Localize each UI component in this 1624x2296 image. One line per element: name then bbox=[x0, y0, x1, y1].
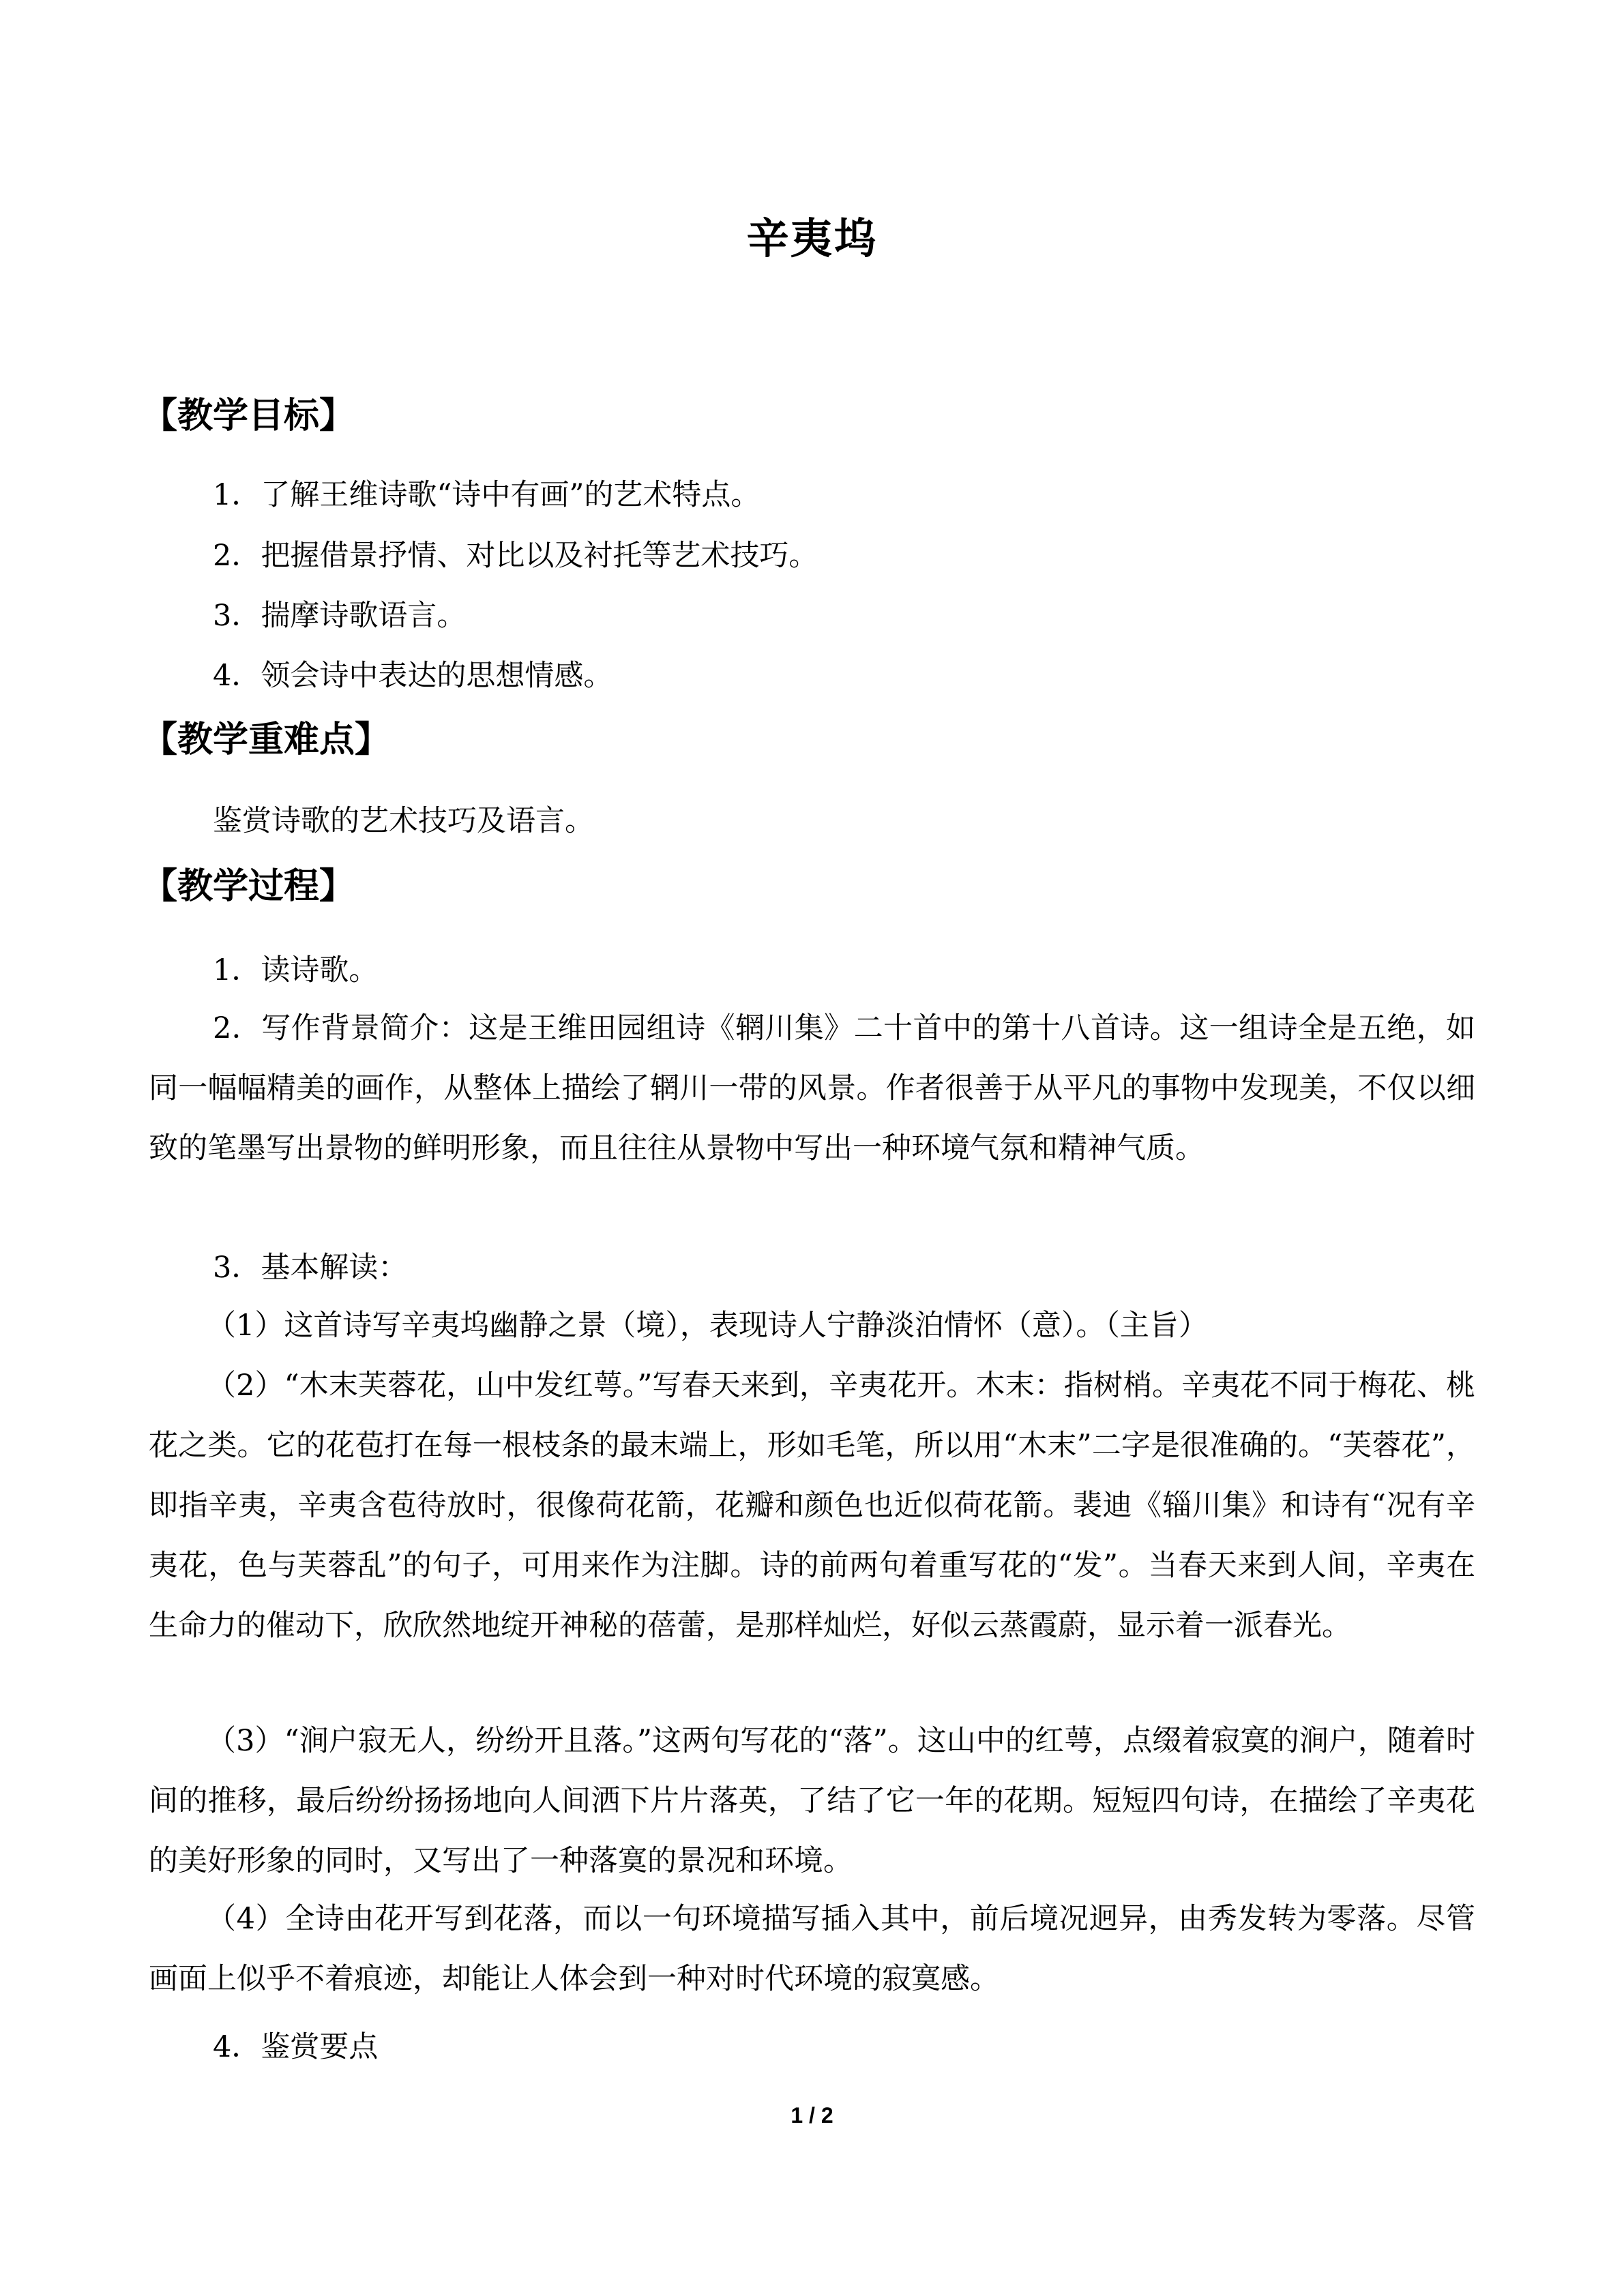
process-item-2-paragraph: 2．写作背景简介：这是王维田园组诗《辋川集》二十首中的第十八首诗。这一组诗全是五绝，如同一幅幅精美的画作，从整体上描绘了辋川一带的风景。作者很善于从平凡的事物中发现美，不仅以细致的笔墨写出景物的鲜明形象，而且往往从景物中写出一种环境气氛和精神气质。 bbox=[149, 1011, 1475, 1165]
process-sub-1: （1）这首诗写辛夷坞幽静之景（境），表现诗人宁静淡泊情怀（意）。（主旨） bbox=[207, 1309, 1208, 1343]
section-heading-objectives: 【教学目标】 bbox=[142, 396, 355, 436]
objective-item-1: 1．了解王维诗歌“诗中有画”的艺术特点。 bbox=[213, 478, 761, 512]
key-points-text: 鉴赏诗歌的艺术技巧及语言。 bbox=[213, 804, 594, 838]
process-sub-4-paragraph: （4）全诗由花开写到花落，而以一句环境描写插入其中，前后境况迥异，由秀发转为零落。尽管画面上似乎不着痕迹，却能让人体会到一种对时代环境的寂寞感。 bbox=[149, 1902, 1475, 1996]
process-sub-2-paragraph: （2）“木末芙蓉花，山中发红萼。”写春天来到，辛夷花开。木末：指树梢。辛夷花不同于梅花、桃花之类。它的花苞打在每一根枝条的最末端上，形如毛笔，所以用“木末”二字是很准确的。“芙蓉花”，即指辛夷，辛夷含苞待放时，很像荷花箭，花瓣和颜色也近似荷花箭。裴迪《辎川集》和诗有“况有辛夷花，色与芙蓉乱”的句子，可用来作为注脚。诗的前两句着重写花的“发”。当春天来到人间，辛夷在生命力的催动下，欣欣然地绽开神秘的蓓蕾，是那样灿烂，好似云蒸霞蔚，显示着一派春光。 bbox=[149, 1369, 1475, 1643]
process-sub-3-paragraph: （3）“涧户寂无人，纷纷开且落。”这两句写花的“落”。这山中的红萼，点缀着寂寞的涧户，随着时间的推移，最后纷纷扬扬地向人间洒下片片落英，了结了它一年的花期。短短四句诗，在描绘了辛夷花的美好形象的同时，又写出了一种落寞的景况和环境。 bbox=[149, 1724, 1475, 1878]
objective-item-4: 4．领会诗中表达的思想情感。 bbox=[213, 659, 613, 693]
objective-item-3: 3．揣摩诗歌语言。 bbox=[213, 599, 467, 633]
page-number: 1 / 2 bbox=[791, 2103, 833, 2128]
document-title: 辛夷坞 bbox=[746, 213, 878, 263]
section-heading-process: 【教学过程】 bbox=[142, 866, 355, 907]
objective-item-2: 2．把握借景抒情、对比以及衬托等艺术技巧。 bbox=[213, 539, 818, 573]
process-item-1: 1．读诗歌。 bbox=[213, 953, 379, 987]
process-item-4: 4．鉴赏要点 bbox=[213, 2030, 379, 2064]
process-item-3: 3．基本解读： bbox=[213, 1251, 408, 1285]
section-heading-key-points: 【教学重难点】 bbox=[142, 719, 391, 760]
